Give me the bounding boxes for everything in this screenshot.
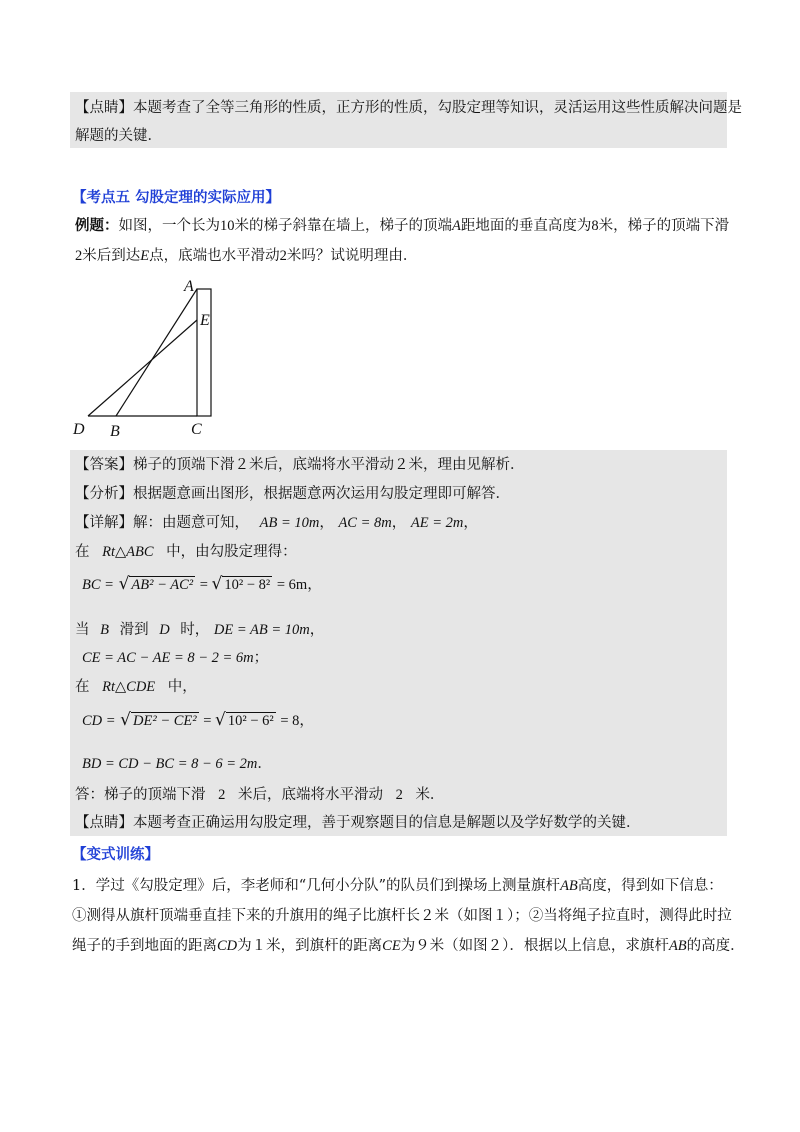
variant-line-1 <box>72 876 723 896</box>
ladder-figure <box>60 275 230 445</box>
num-2: 2 <box>279 248 287 264</box>
section-title: 【考点五 勾股定理的实际应用】 <box>72 189 281 206</box>
answer-text: 梯子的顶端下滑２米后，底端将水平滑动２米，理由见解析． <box>133 457 525 473</box>
analysis-text: 根据题意画出图形，根据题意两次运用勾股定理即可解答． <box>133 486 510 502</box>
variant-text: 的高度． <box>686 938 745 954</box>
variant-line-3 <box>72 936 745 956</box>
answer-box <box>70 450 727 836</box>
in-text: 在 <box>75 544 90 560</box>
slide-text: 滑到 <box>119 622 149 638</box>
variant-text: 为１米，到旗杆的距离 <box>237 938 383 954</box>
slide-line: 当 B 滑到 D 时， DE = AB = 10m， <box>75 622 325 638</box>
example-line-2 <box>75 246 417 266</box>
when-text: 当 <box>75 622 90 638</box>
bc-result: = 6m <box>276 577 308 593</box>
bc-equation: BC = √ AB² − AC² = √ 10² − 8² = 6m， <box>82 574 322 594</box>
label-c: C <box>191 421 202 438</box>
example-label: 例题： <box>75 217 119 234</box>
equation-ab: AB = 10m <box>259 515 320 531</box>
in-text: 在 <box>75 679 90 695</box>
de-equation: DE = AB = 10m <box>213 622 310 638</box>
variant-title: 【变式训练】 <box>72 846 159 863</box>
segment-ab: AB <box>668 938 687 954</box>
num-2: 2 <box>75 248 83 264</box>
example-line-1 <box>75 216 729 236</box>
review-tag: 【点睛】 <box>75 100 133 116</box>
label-a: A <box>184 278 194 295</box>
equation-ac: AC = 8m <box>338 515 392 531</box>
variant-text: 绳子的手到地面的距离 <box>72 938 217 954</box>
variant-text: 为９米（如图２）．根据以上信息，求旗杆 <box>400 938 669 954</box>
triangle-abc-line <box>75 542 297 562</box>
num-2: 2 <box>395 787 403 803</box>
analysis-line <box>75 484 510 504</box>
example-text: 米吗？试说明理由． <box>286 248 418 264</box>
ladder-ab <box>116 289 197 416</box>
detail-line: 【详解】解：由题意可知， AB = 10m， AC = 8m， AE = 2m， <box>75 515 478 531</box>
example-text: 米后到达 <box>82 248 141 264</box>
equation-ae: AE = 2m <box>410 515 464 531</box>
example-text: 点，底端也水平滑动 <box>149 248 280 264</box>
num-8: 8 <box>591 218 599 234</box>
variant-text: ①测得从旗杆顶端垂直挂下来的升旗用的绳子比旗杆长２米（如图１）；②当将绳子拉直时，测得此时拉 <box>72 908 732 924</box>
label-b: B <box>110 423 120 440</box>
segment-ab: AB <box>560 878 578 894</box>
review-tag: 【点睛】 <box>75 815 133 831</box>
segment-cd: CD <box>217 938 238 954</box>
review-line-2 <box>75 126 162 146</box>
triangle-cde-line <box>75 677 197 697</box>
wall <box>197 289 211 416</box>
variant-line-2 <box>72 906 732 926</box>
cd-lhs: CD = <box>82 713 116 729</box>
cd-radicand-1: DE² − CE² <box>133 713 197 729</box>
review-text-1: 本题考查了全等三角形的性质，正方形的性质，勾股定理等知识，灵活运用这些性质解决问题是 <box>133 100 742 116</box>
ce-equation: CE = AC − AE = 8 − 2 = 6m <box>82 650 254 666</box>
label-e: E <box>200 312 210 329</box>
review-text-2: 解题的关键． <box>75 128 162 144</box>
triangle-cde: Rt△CDE <box>102 679 156 695</box>
final-text: 米． <box>415 787 445 803</box>
final-answer-line <box>75 785 444 805</box>
point-d: D <box>159 622 170 638</box>
detail-text: 解：由题意可知， <box>133 515 249 531</box>
num-2: 2 <box>218 787 226 803</box>
answer-tag: 【答案】 <box>75 457 133 473</box>
triangle-abc: Rt△ABC <box>102 544 154 560</box>
point-a: A <box>452 218 461 234</box>
cd-result: = 8 <box>280 713 300 729</box>
point-e: E <box>140 248 150 264</box>
pythagoras-text: 中，由勾股定理得： <box>166 544 297 560</box>
cd-equation: CD = √ DE² − CE² = √ 10² − 6² = 8， <box>82 710 314 730</box>
num-10: 10 <box>220 218 235 234</box>
variant-text: 高度，得到如下信息： <box>577 878 723 894</box>
in-text-2: 中， <box>167 679 197 695</box>
example-text: 米的梯子斜靠在墙上，梯子的顶端 <box>234 218 452 234</box>
time-text: 时， <box>180 622 210 638</box>
segment-ce: CE <box>382 938 401 954</box>
point-b: B <box>100 622 109 638</box>
bc-lhs: BC = <box>82 577 114 593</box>
bd-equation: BD = CD − BC = 8 − 6 = 2m <box>82 756 258 772</box>
ce-line: CE = AC − AE = 8 − 2 = 6m； <box>82 650 269 666</box>
detail-tag: 【详解】 <box>75 515 133 531</box>
example-text: 距地面的垂直高度为 <box>460 218 592 234</box>
analysis-tag: 【分析】 <box>75 486 133 502</box>
bc-radicand-1: AB² − AC² <box>131 577 194 593</box>
answer-line <box>75 455 525 475</box>
final-text: 答：梯子的顶端下滑 <box>75 787 206 803</box>
cd-radicand-2: 10² − 6² <box>227 713 274 729</box>
example-text: 米，梯子的顶端下滑 <box>598 218 730 234</box>
point-review-line <box>75 813 641 833</box>
variant-text: 1．学过《勾股定理》后，李老师和“几何小分队”的队员们到操场上测量旗杆 <box>72 878 561 894</box>
review-line-1 <box>75 98 742 118</box>
ladder-de <box>88 320 197 416</box>
label-d: D <box>73 421 85 438</box>
review-text: 本题考查正确运用勾股定理，善于观察题目的信息是解题以及学好数学的关键． <box>133 815 641 831</box>
final-text: 米后，底端将水平滑动 <box>237 787 383 803</box>
bd-line: BD = CD − BC = 8 − 6 = 2m． <box>82 756 272 772</box>
bc-radicand-2: 10² − 8² <box>224 577 271 593</box>
example-text: 如图，一个长为 <box>118 218 220 234</box>
